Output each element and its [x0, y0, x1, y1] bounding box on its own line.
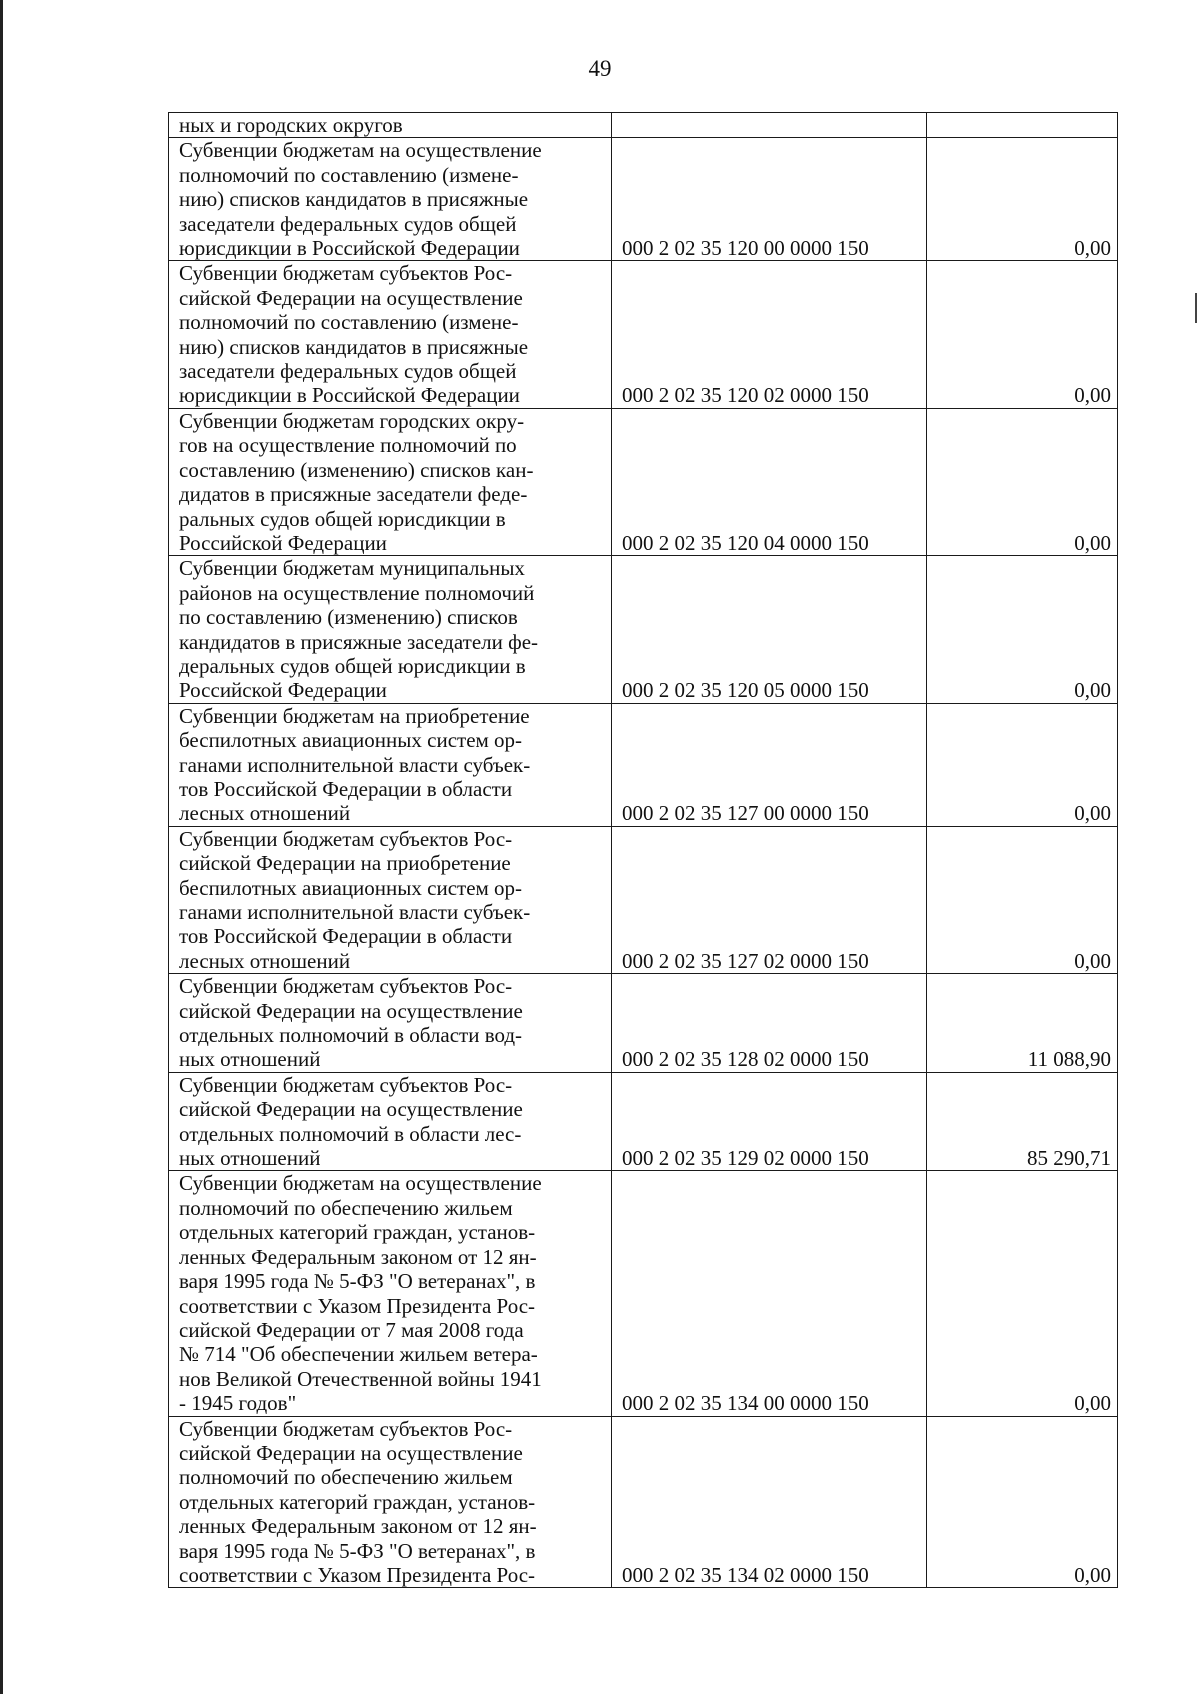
scan-left-edge: [0, 0, 3, 1694]
row-amount-cell: 0,00: [927, 408, 1118, 555]
row-name-cell: Субвенции бюджетам на осуществление полномочий по обеспечению жильем отдельных категорий граждан, установ- ленных Федеральным законом от 12 ян- варя 1995 года № 5-ФЗ "О ветеранах", в соответствии с Указом Президента Рос- сийской Федерации от 7 мая 2008 года № 714 "Об обеспечении жильем ветера- нов Великой Отечественной войны 1941 - 1945 годов": [169, 1171, 612, 1416]
row-code-cell: 000 2 02 35 129 02 0000 150: [612, 1072, 927, 1171]
row-code-cell: 000 2 02 35 128 02 0000 150: [612, 974, 927, 1073]
scan-artifact-mark: [1195, 293, 1197, 323]
row-code-cell: 000 2 02 35 134 02 0000 150: [612, 1416, 927, 1588]
row-amount-cell: 0,00: [927, 1416, 1118, 1588]
row-name-cell: Субвенции бюджетам субъектов Рос- сийской Федерации на осуществление отдельных полномочий в области вод- ных отношений: [169, 974, 612, 1073]
table-row: [169, 556, 1118, 703]
row-code-cell: 000 2 02 35 127 00 0000 150: [612, 703, 927, 826]
row-amount-cell: 0,00: [927, 1171, 1118, 1416]
row-amount-cell: [927, 113, 1118, 138]
table-row: [169, 113, 1118, 138]
row-code-cell: 000 2 02 35 127 02 0000 150: [612, 826, 927, 973]
row-name-cell: Субвенции бюджетам муниципальных районов на осуществление полномочий по составлению (изменению) списков кандидатов в присяжные заседатели фе- деральных судов общей юрисдикции в Российской Федерации: [169, 556, 612, 703]
row-amount-cell: 0,00: [927, 826, 1118, 973]
table-row: [169, 703, 1118, 826]
table-row: [169, 826, 1118, 973]
row-name-cell: Субвенции бюджетам субъектов Рос- сийской Федерации на осуществление полномочий по составлению (измене- нию) списков кандидатов в присяжные заседатели федеральных судов общей юрисдикции в Российской Федерации: [169, 261, 612, 408]
row-code-cell: 000 2 02 35 120 02 0000 150: [612, 261, 927, 408]
row-amount-cell: 11 088,90: [927, 974, 1118, 1073]
row-amount-cell: 85 290,71: [927, 1072, 1118, 1171]
table-row: [169, 408, 1118, 555]
row-code-cell: 000 2 02 35 134 00 0000 150: [612, 1171, 927, 1416]
row-code-cell: 000 2 02 35 120 00 0000 150: [612, 138, 927, 261]
row-code-cell: 000 2 02 35 120 05 0000 150: [612, 556, 927, 703]
page-number: 49: [588, 56, 612, 81]
row-code-cell: 000 2 02 35 120 04 0000 150: [612, 408, 927, 555]
budget-revenue-table: [168, 112, 1118, 1588]
table-row: [169, 1171, 1118, 1416]
table-row: [169, 261, 1118, 408]
row-code-cell: [612, 113, 927, 138]
row-amount-cell: 0,00: [927, 261, 1118, 408]
row-name-cell: Субвенции бюджетам субъектов Рос- сийской Федерации на приобретение беспилотных авиационных систем ор- ганами исполнительной власти субъек- тов Российской Федерации в области лесных отношений: [169, 826, 612, 973]
row-name-cell: Субвенции бюджетам на приобретение беспилотных авиационных систем ор- ганами исполнительной власти субъек- тов Российской Федерации в области лесных отношений: [169, 703, 612, 826]
row-amount-cell: 0,00: [927, 703, 1118, 826]
row-amount-cell: 0,00: [927, 138, 1118, 261]
row-name-cell: Субвенции бюджетам субъектов Рос- сийской Федерации на осуществление полномочий по обеспечению жильем отдельных категорий граждан, установ- ленных Федеральным законом от 12 ян- варя 1995 года № 5-ФЗ "О ветеранах", в соответствии с Указом Президента Рос-: [169, 1416, 612, 1588]
row-amount-cell: 0,00: [927, 556, 1118, 703]
row-name-cell: Субвенции бюджетам субъектов Рос- сийской Федерации на осуществление отдельных полномочий в области лес- ных отношений: [169, 1072, 612, 1171]
row-name-cell: ных и городских округов: [169, 113, 612, 138]
table-row: [169, 138, 1118, 261]
table-row: [169, 974, 1118, 1073]
row-name-cell: Субвенции бюджетам на осуществление полномочий по составлению (измене- нию) списков кандидатов в присяжные заседатели федеральных судов общей юрисдикции в Российской Федерации: [169, 138, 612, 261]
table-row: [169, 1072, 1118, 1171]
table-row: [169, 1416, 1118, 1588]
row-name-cell: Субвенции бюджетам городских окру- гов на осуществление полномочий по составлению (изменению) списков кан- дидатов в присяжные заседатели феде- ральных судов общей юрисдикции в Российской Федерации: [169, 408, 612, 555]
